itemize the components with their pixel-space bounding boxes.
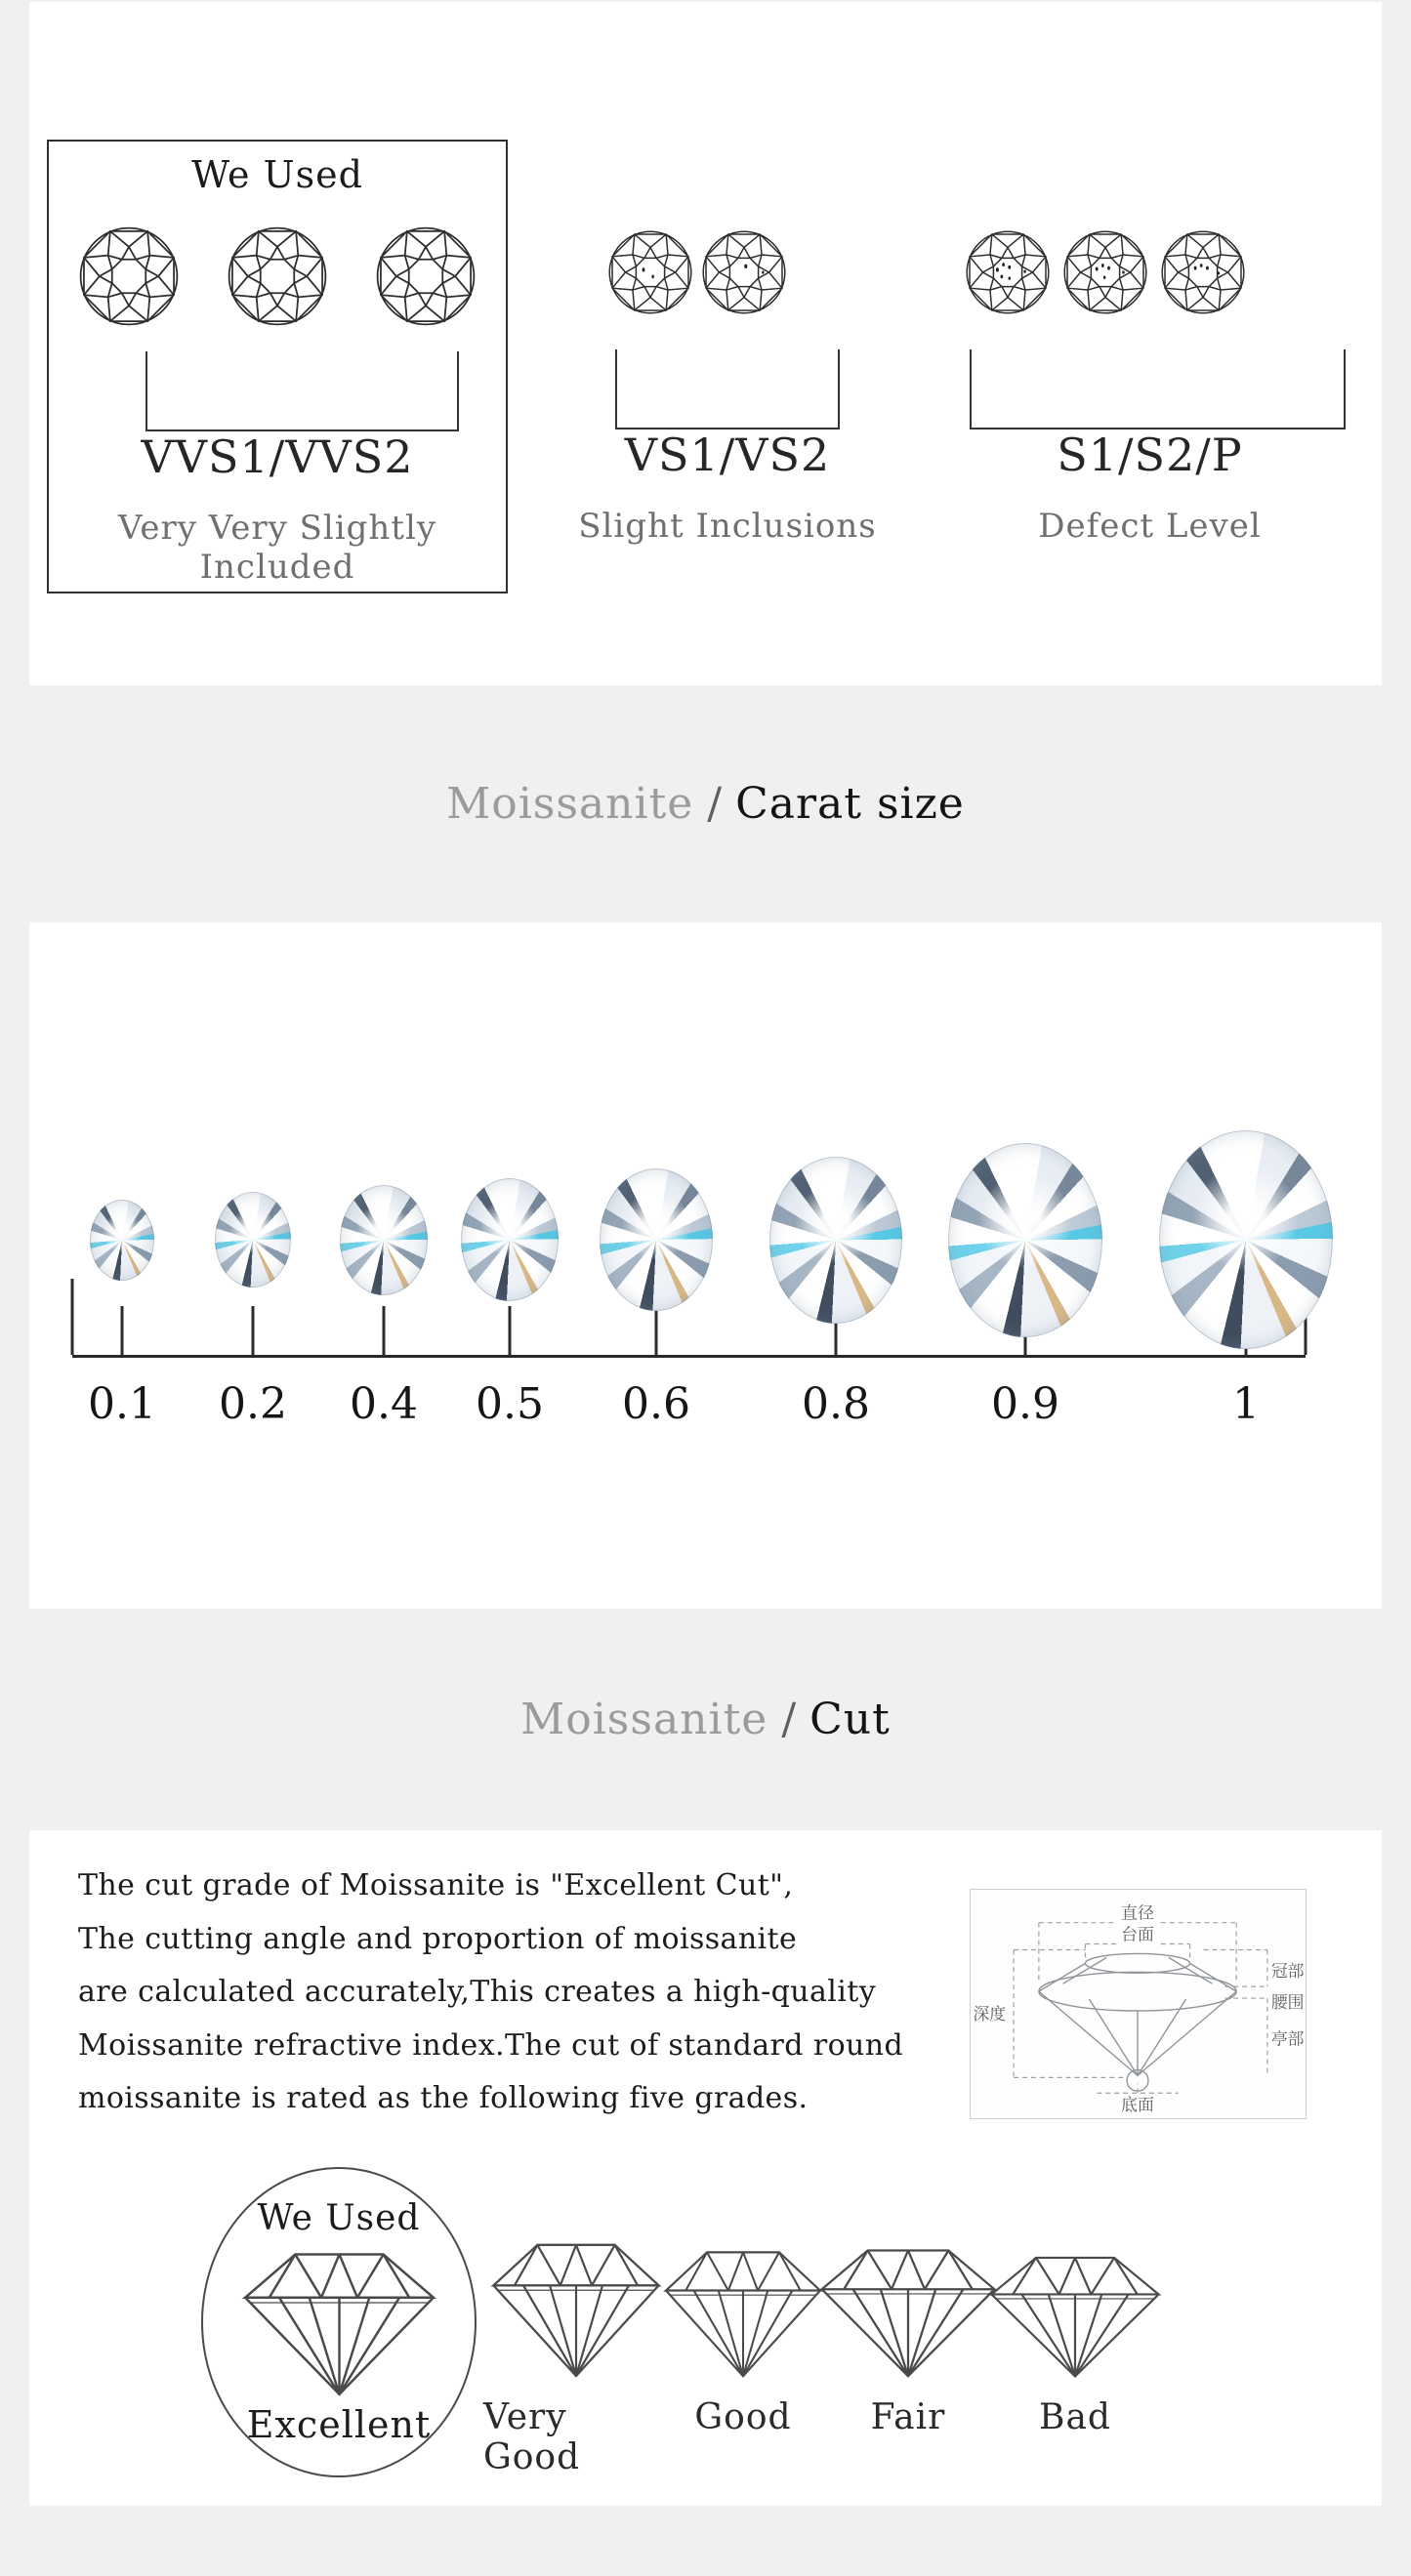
carat-value-label: 0.9 <box>991 1379 1060 1429</box>
carat-value-label: 0.2 <box>219 1379 288 1429</box>
moissanite-gem-0_1ct <box>90 1200 154 1281</box>
diamond-top-view-defects-icon <box>965 229 1051 315</box>
cut-grade-very-good <box>483 2235 669 2477</box>
we-used-label: We Used <box>191 153 363 196</box>
clarity-group-vs <box>547 140 908 593</box>
moissanite-gem-0_9ct <box>948 1143 1102 1337</box>
diagram-label-depth: 深度 <box>973 2003 1007 2024</box>
paragraph-line: are calculated accurately,This creates a high-quality <box>78 1975 877 2009</box>
carat-value-label: 0.8 <box>802 1379 871 1429</box>
diamond-top-view-icon <box>375 225 477 327</box>
carat-scale-ruler <box>72 922 1306 1429</box>
clarity-grade-label: S1/S2/P <box>1057 429 1243 481</box>
clarity-grade-description: Very Very Slightly Included <box>117 509 437 587</box>
heading-separator: / <box>707 779 723 829</box>
we-used-label: We Used <box>257 2198 421 2238</box>
clarity-stones-vvs <box>49 225 506 327</box>
cut-grade-fair <box>815 2241 1001 2437</box>
diamond-side-view-icon <box>661 2243 825 2380</box>
diamond-top-view-inclusions-icon <box>607 229 693 315</box>
diamond-side-view-icon <box>488 2235 664 2380</box>
paragraph-line: Moissanite refractive index.The cut of standard round <box>78 2027 904 2063</box>
diamond-top-view-defects-icon <box>1160 229 1246 315</box>
moissanite-gem-0_2ct <box>215 1192 291 1288</box>
moissanite-gem-0_4ct <box>340 1185 428 1295</box>
group-bracket <box>970 349 1346 429</box>
cut-grade-label: Bad <box>1039 2397 1111 2437</box>
cut-we-used-circle <box>201 2167 477 2477</box>
heading-title: Carat size <box>735 779 965 829</box>
paragraph-line: The cutting angle and proportion of moissanite <box>78 1921 798 1956</box>
diagram-label-crown: 冠部 <box>1270 1961 1305 1982</box>
paragraph-line: The cut grade of Moissanite is "Excellent Cut", <box>78 1868 794 1902</box>
cut-grade-label: Fair <box>870 2397 946 2437</box>
group-bracket <box>145 351 459 431</box>
clarity-we-used-box <box>47 140 508 593</box>
carat-value-label: 1 <box>1231 1379 1260 1429</box>
cut-description-paragraph <box>78 1860 947 2126</box>
diamond-side-view-icon <box>986 2249 1164 2380</box>
group-bracket <box>615 349 840 429</box>
cut-grade-good <box>650 2243 836 2437</box>
clarity-grade-description: Slight Inclusions <box>578 507 877 546</box>
heading-prefix: Moissanite <box>446 779 694 829</box>
diagram-label-girdle: 腰围 <box>1270 1991 1305 2012</box>
scale-tick <box>121 1306 124 1355</box>
carat-section-heading <box>0 685 1411 922</box>
carat-value-label: 0.6 <box>622 1379 691 1429</box>
paragraph-line: moissanite is rated as the following five grades. <box>78 2081 809 2115</box>
carat-value-label: 0.5 <box>475 1379 544 1429</box>
scale-end-tick <box>71 1279 74 1355</box>
moissanite-gem-0_6ct <box>600 1168 713 1311</box>
carat-value-label: 0.4 <box>350 1379 419 1429</box>
diamond-side-view-excellent-icon <box>239 2244 439 2398</box>
scale-tick <box>383 1306 386 1355</box>
moissanite-gem-1ct <box>1159 1130 1333 1349</box>
carat-size-section <box>29 922 1382 1609</box>
clarity-grade-label: VVS1/VVS2 <box>141 430 414 483</box>
heading-prefix: Moissanite <box>520 1695 768 1744</box>
cut-grade-bad <box>982 2249 1168 2437</box>
diamond-top-view-icon <box>78 225 180 327</box>
diamond-proportion-sketch <box>971 1890 1306 2118</box>
moissanite-gem-0_8ct <box>769 1157 902 1324</box>
moissanite-gem-0_5ct <box>461 1178 559 1301</box>
scale-tick <box>655 1306 658 1355</box>
scale-tick <box>508 1306 511 1355</box>
cut-section <box>29 1830 1382 2506</box>
cut-grade-label: Good <box>694 2397 792 2437</box>
clarity-stones-si <box>957 229 1343 315</box>
diagram-label-table: 台面 <box>1121 1924 1154 1944</box>
diagram-label-diameter: 直径 <box>1121 1902 1154 1923</box>
diagram-label-culet: 底面 <box>1121 2095 1154 2115</box>
diagram-label-pavilion: 亭部 <box>1270 2028 1305 2049</box>
diamond-side-view-icon <box>816 2241 1000 2380</box>
clarity-section <box>29 2 1382 685</box>
cut-grade-label: Excellent <box>246 2403 432 2446</box>
heading-separator: / <box>781 1695 797 1744</box>
scale-tick <box>252 1306 255 1355</box>
clarity-group-si <box>957 140 1343 593</box>
clarity-grade-label: VS1/VS2 <box>624 429 831 481</box>
clarity-stones-vs <box>547 229 908 315</box>
cut-section-heading <box>0 1609 1411 1830</box>
diamond-top-view-icon <box>227 225 328 327</box>
diamond-top-view-inclusions-icon <box>701 229 787 315</box>
diamond-top-view-defects-icon <box>1062 229 1148 315</box>
carat-value-label: 0.1 <box>88 1379 157 1429</box>
heading-title: Cut <box>809 1695 891 1744</box>
cut-proportion-diagram <box>970 1889 1307 2119</box>
clarity-grade-description: Defect Level <box>1038 507 1262 546</box>
cut-grade-label: Very Good <box>483 2397 581 2477</box>
